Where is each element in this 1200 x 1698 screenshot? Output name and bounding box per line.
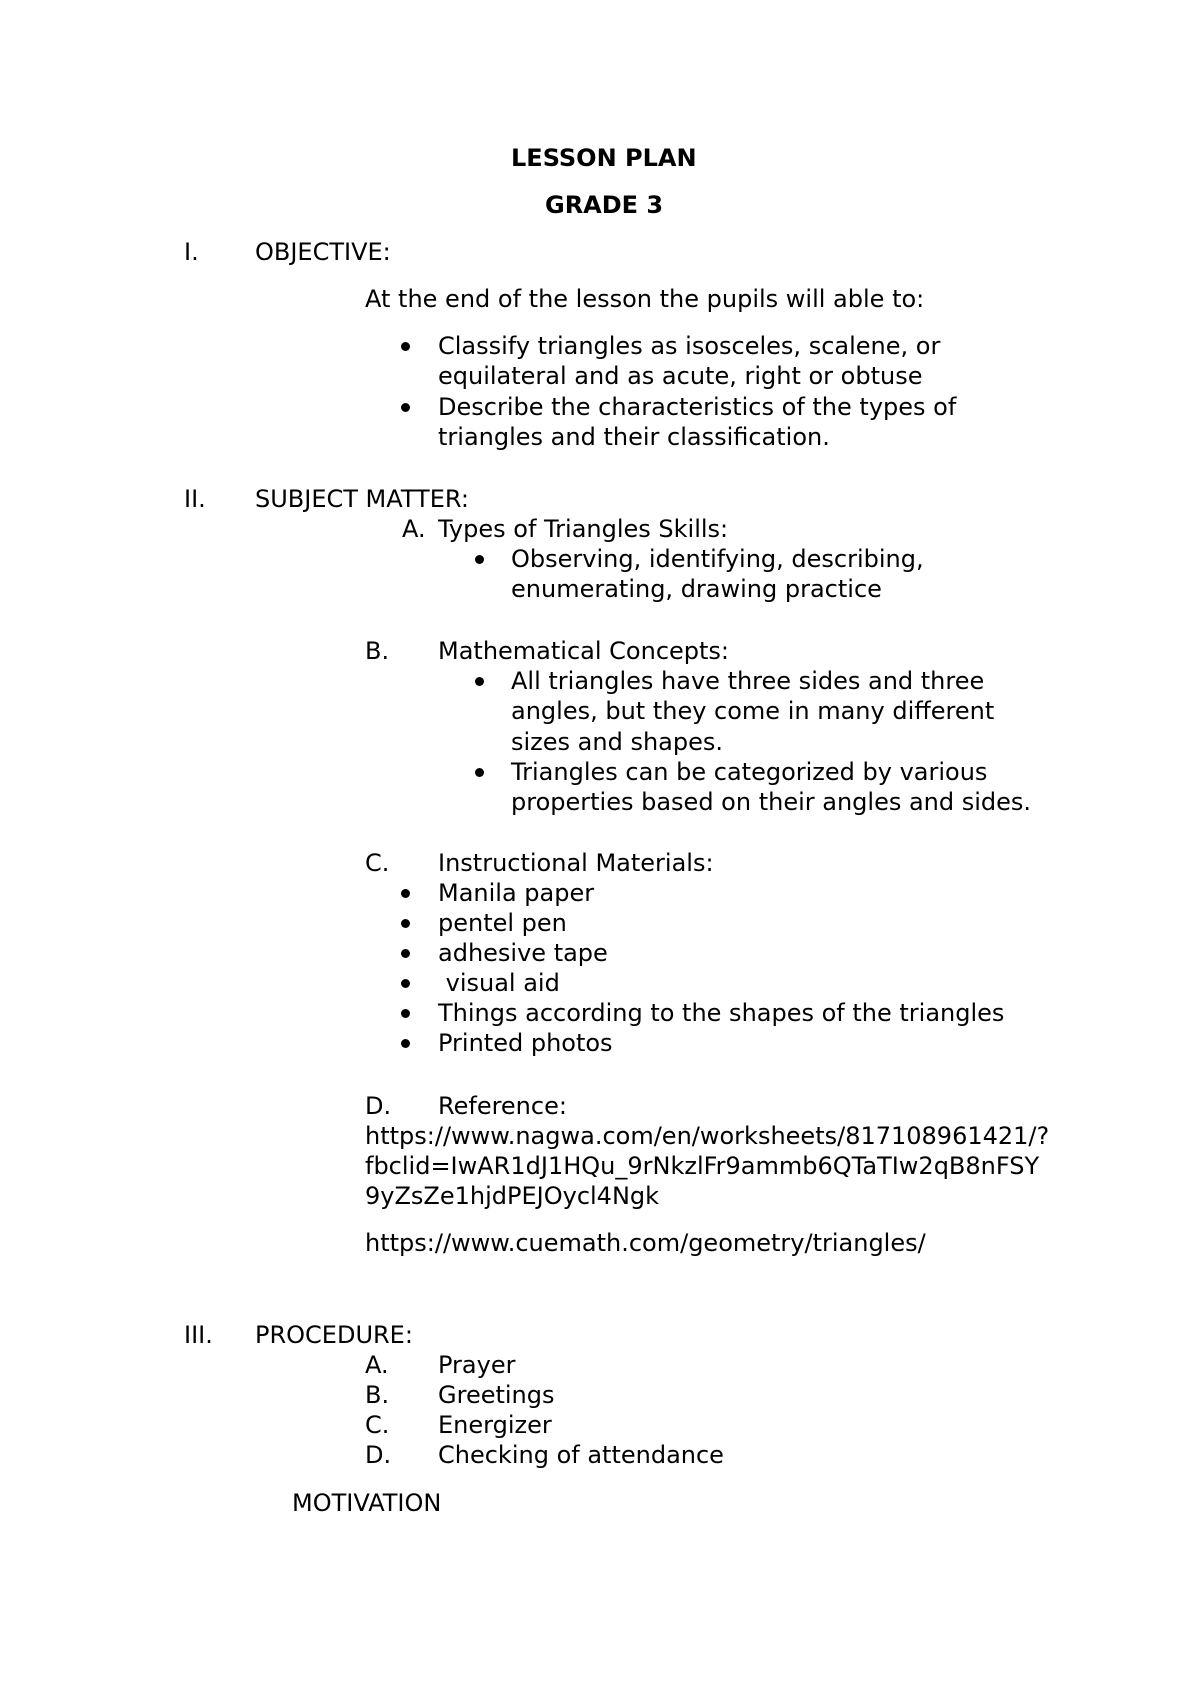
objective-item-1-line-2: equilateral and as acute, right or obtuse (438, 362, 923, 390)
materials-item: Printed photos (438, 1029, 613, 1057)
document-subtitle: GRADE 3 (545, 191, 664, 219)
objective-item-2-line-2: triangles and their classification. (438, 423, 830, 451)
procedure-step-label: B. (365, 1381, 390, 1409)
procedure-step-label: A. (365, 1351, 389, 1379)
bullet-icon (401, 1039, 410, 1048)
motivation-heading: MOTIVATION (292, 1489, 442, 1517)
procedure-step-label: C. (365, 1411, 390, 1439)
section-1-numeral: I. (184, 238, 199, 266)
procedure-step-text: Energizer (438, 1411, 552, 1439)
reference-link-1-line-2[interactable]: fbclid=IwAR1dJ1HQu_9rNkzlFr9ammb6QTaTIw2qB8nFSY (365, 1152, 1040, 1180)
bullet-icon (401, 342, 410, 351)
reference-link-1-line-3[interactable]: 9yZsZe1hjdPEJOycl4Ngk (365, 1182, 660, 1210)
objective-item-1-line-1: Classify triangles as isosceles, scalene, or (438, 332, 941, 360)
section-2-numeral: II. (184, 485, 206, 513)
subsection-d-label: D. (365, 1092, 392, 1120)
bullet-icon (401, 979, 410, 988)
subsection-c-label: C. (365, 849, 390, 877)
subsection-a-heading: Types of Triangles Skills: (438, 515, 729, 543)
concept-item-1-line-3: sizes and shapes. (511, 728, 724, 756)
skills-item-line-2: enumerating, drawing practice (511, 575, 882, 603)
materials-item: Things according to the shapes of the triangles (438, 999, 1005, 1027)
bullet-icon (401, 889, 410, 898)
objective-item-2-line-1: Describe the characteristics of the types of (438, 393, 957, 421)
bullet-icon (475, 677, 484, 686)
procedure-step-label: D. (365, 1441, 392, 1469)
procedure-step-text: Prayer (438, 1351, 516, 1379)
subsection-a-label: A. (402, 515, 426, 543)
materials-item: pentel pen (438, 909, 567, 937)
bullet-icon (401, 403, 410, 412)
skills-item-line-1: Observing, identifying, describing, (511, 545, 924, 573)
reference-link-1-line-1[interactable]: https://www.nagwa.com/en/worksheets/817108961421/? (365, 1122, 1050, 1150)
materials-item: visual aid (438, 969, 560, 997)
section-2-heading: SUBJECT MATTER: (255, 485, 469, 513)
bullet-icon (401, 1009, 410, 1018)
concept-item-1-line-2: angles, but they come in many different (511, 697, 995, 725)
subsection-b-heading: Mathematical Concepts: (438, 637, 730, 665)
subsection-b-label: B. (365, 637, 390, 665)
section-1-heading: OBJECTIVE: (255, 238, 391, 266)
materials-item: Manila paper (438, 879, 595, 907)
procedure-step-text: Checking of attendance (438, 1441, 724, 1469)
section-3-heading: PROCEDURE: (255, 1321, 413, 1349)
objective-intro: At the end of the lesson the pupils will able to: (365, 285, 925, 313)
document-title: LESSON PLAN (511, 144, 697, 172)
bullet-icon (475, 768, 484, 777)
subsection-c-heading: Instructional Materials: (438, 849, 714, 877)
materials-item: adhesive tape (438, 939, 608, 967)
concept-item-2-line-2: properties based on their angles and sides. (511, 788, 1032, 816)
reference-link-2[interactable]: https://www.cuemath.com/geometry/triangles/ (365, 1229, 926, 1257)
concept-item-2-line-1: Triangles can be categorized by various (511, 758, 988, 786)
procedure-step-text: Greetings (438, 1381, 555, 1409)
bullet-icon (401, 919, 410, 928)
section-3-numeral: III. (184, 1321, 213, 1349)
concept-item-1-line-1: All triangles have three sides and three (511, 667, 985, 695)
bullet-icon (401, 949, 410, 958)
subsection-d-heading: Reference: (438, 1092, 567, 1120)
bullet-icon (475, 555, 484, 564)
